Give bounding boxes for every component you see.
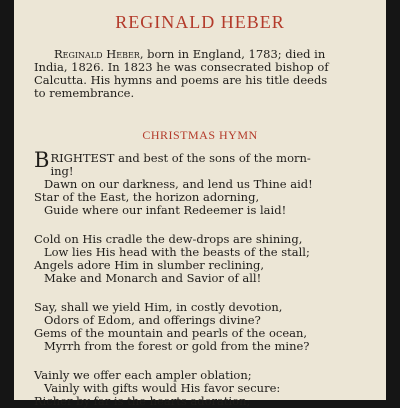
poem-line: Odors of Edom, and offerings divine? bbox=[44, 313, 261, 327]
poem-line: RIGHTEST and best of the sons of the morn- bbox=[50, 151, 311, 165]
poem-line: Guide where our infant Redeemer is laid! bbox=[44, 203, 287, 217]
drop-cap: B bbox=[34, 148, 50, 172]
stanza-4 bbox=[34, 369, 374, 408]
poem-line: Vainly with gifts would His favor secure: bbox=[44, 381, 281, 395]
poem-line: Vainly we offer each ampler oblation; bbox=[34, 368, 252, 382]
poem-body bbox=[34, 148, 374, 408]
author-heading: REGINALD HEBER bbox=[115, 12, 285, 32]
poem-line: Make and Monarch and Savior of all! bbox=[44, 271, 262, 285]
bio-name: Reginald Heber bbox=[54, 47, 140, 61]
poem-line: Dawn on our darkness, and lend us Thine aid! bbox=[44, 177, 313, 191]
poem-line: Low lies His head with the beasts of the stall; bbox=[44, 245, 310, 259]
bio-line-2: India, 1826. In 1823 he was consecrated bishop of bbox=[34, 60, 329, 74]
poem-line: ing! bbox=[50, 164, 74, 178]
stanza-2 bbox=[34, 233, 374, 285]
poem-line: Richer by far is the hearts adoration; bbox=[34, 394, 251, 408]
bio-line-1-rest: , born in England, 1783; died in bbox=[139, 47, 326, 61]
bio-line-4: to remembrance. bbox=[34, 86, 135, 100]
poem-line: Cold on His cradle the dew-drops are shining, bbox=[34, 232, 303, 246]
poem-line: Angels adore Him in slumber reclining, bbox=[34, 258, 265, 272]
stanza-1 bbox=[34, 148, 374, 217]
poem-line: Myrrh from the forest or gold from the mine? bbox=[44, 339, 310, 353]
poem-line: Say, shall we yield Him, in costly devotion, bbox=[34, 300, 283, 314]
stanza-3 bbox=[34, 301, 374, 353]
author-bio bbox=[34, 48, 346, 100]
book-page bbox=[14, 0, 386, 408]
bio-line-3: Calcutta. His hymns and poems are his title deeds bbox=[34, 73, 328, 87]
hymn-title: CHRISTMAS HYMN bbox=[142, 128, 258, 142]
poem-line: Gems of the mountain and pearls of the ocean, bbox=[34, 326, 308, 340]
poem-line: Star of the East, the horizon adorning, bbox=[34, 190, 260, 204]
